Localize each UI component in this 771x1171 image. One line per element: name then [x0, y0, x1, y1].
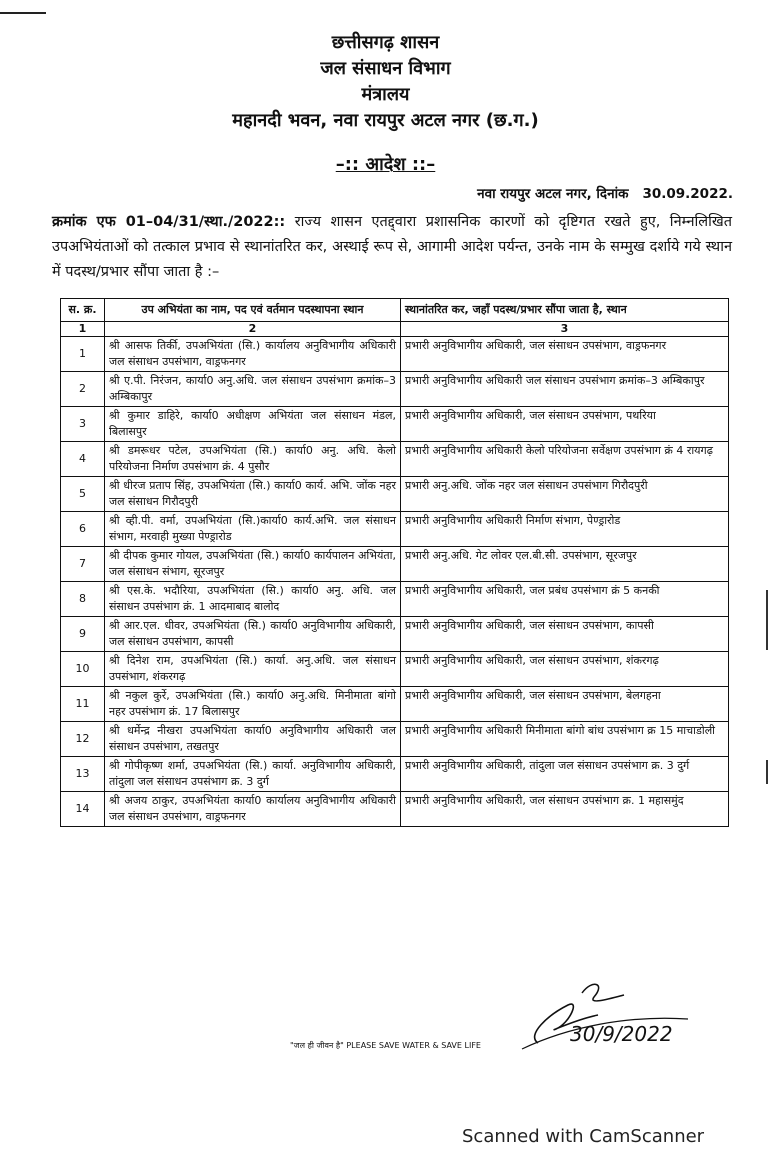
name-cell: श्री आर.एल. धीवर, उपअभियंता (सि.) कार्या0 अनुविभागीय अधिकारी, जल संसाधन उपसंभाग, कापसी: [105, 617, 401, 652]
posting-cell: प्रभारी अनु.अधि. जोंक नहर जल संसाधन उपसंभाग गिरौदपुरी: [401, 477, 729, 512]
name-cell: श्री अजय ठाकुर, उपअभियंता कार्या0 कार्यालय अनुविभागीय अधिकारी जल संसाधन उपसंभाग, वाड्रफनगर: [105, 792, 401, 827]
signature-date: 30/9/2022: [570, 1022, 673, 1046]
header-serial: स. क्र.: [61, 299, 105, 322]
transfer-table: [60, 298, 729, 827]
name-cell: श्री व्ही.पी. वर्मा, उपअभियंता (सि.)कार्या0 कार्य.अभि. जल संसाधन संभाग, मरवाही मुख्या पेण्ड्रारोड: [105, 512, 401, 547]
table-row: [61, 792, 729, 827]
signature: [508, 975, 698, 1059]
department-name: जल संसाधन विभाग: [320, 58, 451, 79]
posting-cell: प्रभारी अनुविभागीय अधिकारी, जल संसाधन उपसंभाग, शंकरगढ़: [401, 652, 729, 687]
posting-cell: प्रभारी अनुविभागीय अधिकारी, जल संसाधन उपसंभाग, बेलगहना: [401, 687, 729, 722]
column-number: 1: [61, 322, 105, 337]
serial-cell: 9: [61, 617, 105, 652]
footer-motto: "जल ही जीवन है" PLEASE SAVE WATER & SAVE LIFE: [290, 1041, 481, 1050]
table-row: [61, 757, 729, 792]
serial-cell: 13: [61, 757, 105, 792]
scan-edge-mark: [766, 590, 768, 650]
signature-mark: [508, 975, 698, 1055]
place-label: नवा रायपुर अटल नगर, दिनांक: [477, 186, 629, 202]
name-cell: श्री दिनेश राम, उपअभियंता (सि.) कार्या. अनु.अधि. जल संसाधन उपसंभाग, शंकरगढ़: [105, 652, 401, 687]
serial-cell: 6: [61, 512, 105, 547]
posting-cell: प्रभारी अनुविभागीय अधिकारी निर्माण संभाग, पेण्ड्रारोड: [401, 512, 729, 547]
name-cell: श्री नकुल कुर्रे, उपअभियंता (सि.) कार्या0 अनु.अधि. मिनीमाता बांगो नहर उपसंभाग क्रं. 17 बिलासपुर: [105, 687, 401, 722]
serial-cell: 11: [61, 687, 105, 722]
posting-cell: प्रभारी अनुविभागीय अधिकारी, जल संसाधन उपसंभाग, वाड्रफनगर: [401, 337, 729, 372]
name-cell: श्री कुमार डाहिरे, कार्या0 अधीक्षण अभियंता जल संसाधन मंडल, बिलासपुर: [105, 407, 401, 442]
intro-paragraph: [52, 210, 732, 285]
table-row: [61, 722, 729, 757]
table-row: [61, 582, 729, 617]
name-cell: श्री ए.पी. निरंजन, कार्या0 अनु.अधि. जल संसाधन उपसंभाग क्रमांक–3 अम्बिकापुर: [105, 372, 401, 407]
scanner-watermark: Scanned with CamScanner: [462, 1126, 705, 1147]
table-row: [61, 477, 729, 512]
posting-cell: प्रभारी अनुविभागीय अधिकारी केलो परियोजना सर्वेक्षण उपसंभाग क्रं 4 रायगढ़: [401, 442, 729, 477]
header-posting: स्थानांतरित कर, जहॉं पदस्थ/प्रभार सौंपा जाता है, स्थान: [401, 299, 729, 322]
name-cell: श्री दीपक कुमार गोयल, उपअभियंता (सि.) कार्या0 कार्यपालन अभियंता, जल संसाधन संभाग, सूरजपुर: [105, 547, 401, 582]
posting-cell: प्रभारी अनुविभागीय अधिकारी, जल संसाधन उपसंभाग, पथरिया: [401, 407, 729, 442]
serial-cell: 1: [61, 337, 105, 372]
posting-cell: प्रभारी अनुविभागीय अधिकारी जल संसाधन उपसंभाग क्रमांक–3 अम्बिकापुर: [401, 372, 729, 407]
serial-cell: 8: [61, 582, 105, 617]
serial-cell: 7: [61, 547, 105, 582]
serial-cell: 10: [61, 652, 105, 687]
header-name: उप अभियंता का नाम, पद एवं वर्तमान पदस्थापना स्थान: [105, 299, 401, 322]
serial-cell: 14: [61, 792, 105, 827]
posting-cell: प्रभारी अनुविभागीय अधिकारी, तांदुला जल संसाधन उपसंभाग क्र. 3 दुर्ग: [401, 757, 729, 792]
office-address: महानदी भवन, नवा रायपुर अटल नगर (छ.ग.): [232, 110, 539, 131]
name-cell: श्री धीरज प्रताप सिंह, उपअभियंता (सि.) कार्या0 कार्य. अभि. जोंक नहर जल संसाधन गिरौदपुरी: [105, 477, 401, 512]
column-number: 2: [105, 322, 401, 337]
place-date: [477, 184, 733, 202]
serial-cell: 3: [61, 407, 105, 442]
posting-cell: प्रभारी अनुविभागीय अधिकारी मिनीमाता बांगो बांध उपसंभाग क्र 15 माचाडोली: [401, 722, 729, 757]
intro-text: राज्य शासन एतद्द्वारा प्रशासनिक कारणों को दृष्टिगत रखते हुए, निम्नलिखित उपअभियंताओं को तत्काल प्रभाव से स्थानांतरित कर, अस्थाई रूप से, आगामी आदेश पर्यन्त, उनके नाम के सम्मुख दर्शाये गये स्थान में पदस्थ/प्रभार सौंपा जाता है :–: [52, 214, 733, 280]
serial-cell: 5: [61, 477, 105, 512]
posting-cell: प्रभारी अनुविभागीय अधिकारी, जल संसाधन उपसंभाग, कापसी: [401, 617, 729, 652]
order-title: –:: आदेश ::–: [335, 154, 436, 175]
serial-cell: 4: [61, 442, 105, 477]
order-date: 30.09.2022.: [642, 186, 733, 202]
column-number: 3: [401, 322, 729, 337]
table-row: [61, 617, 729, 652]
posting-cell: प्रभारी अनुविभागीय अधिकारी, जल संसाधन उपसंभाग क्र. 1 महासमुंद: [401, 792, 729, 827]
table-header-row: [61, 299, 729, 322]
table-row: [61, 547, 729, 582]
name-cell: श्री गोपीकृष्ण शर्मा, उपअभियंता (सि.) कार्या. अनुविभागीय अधिकारी, तांदुला जल संसाधन उपसंभाग क्र. 3 दुर्ग: [105, 757, 401, 792]
posting-cell: प्रभारी अनु.अधि. गेट लोवर एल.बी.सी. उपसंभाग, सूरजपुर: [401, 547, 729, 582]
serial-cell: 12: [61, 722, 105, 757]
ministry-label: मंत्रालय: [361, 84, 410, 105]
scan-edge-mark: [0, 12, 46, 14]
scan-edge-mark: [766, 760, 768, 784]
name-cell: श्री आसफ तिर्की, उपअभियंता (सि.) कार्यालय अनुविभागीय अधिकारी जल संसाधन उपसंभाग, वाड्रफनगर: [105, 337, 401, 372]
serial-cell: 2: [61, 372, 105, 407]
table-row: [61, 512, 729, 547]
name-cell: श्री धर्मेन्द्र नीखरा उपअभियंता कार्या0 अनुविभागीय अधिकारी जल संसाधन उपसंभाग, तखतपुर: [105, 722, 401, 757]
table-row: [61, 407, 729, 442]
column-number-row: [61, 322, 729, 337]
table-row: [61, 687, 729, 722]
table-row: [61, 442, 729, 477]
name-cell: श्री डमरूधर पटेल, उपअभियंता (सि.) कार्या0 अनु. अधि. केलो परियोजना निर्माण उपसंभाग क्रं. 4 पुसौर: [105, 442, 401, 477]
table-row: [61, 337, 729, 372]
posting-cell: प्रभारी अनुविभागीय अधिकारी, जल प्रबंध उपसंभाग क्रं 5 कनकी: [401, 582, 729, 617]
table-row: [61, 652, 729, 687]
reference-number: क्रमांक एफ 01–04/31/स्था./2022::: [52, 214, 286, 230]
govt-name: छत्तीसगढ़ शासन: [331, 32, 440, 53]
table-row: [61, 372, 729, 407]
name-cell: श्री एस.के. भदौरिया, उपअभियंता (सि.) कार्या0 अनु. अधि. जल संसाधन उपसंभाग क्रं. 1 आदमाबाद बालोद: [105, 582, 401, 617]
